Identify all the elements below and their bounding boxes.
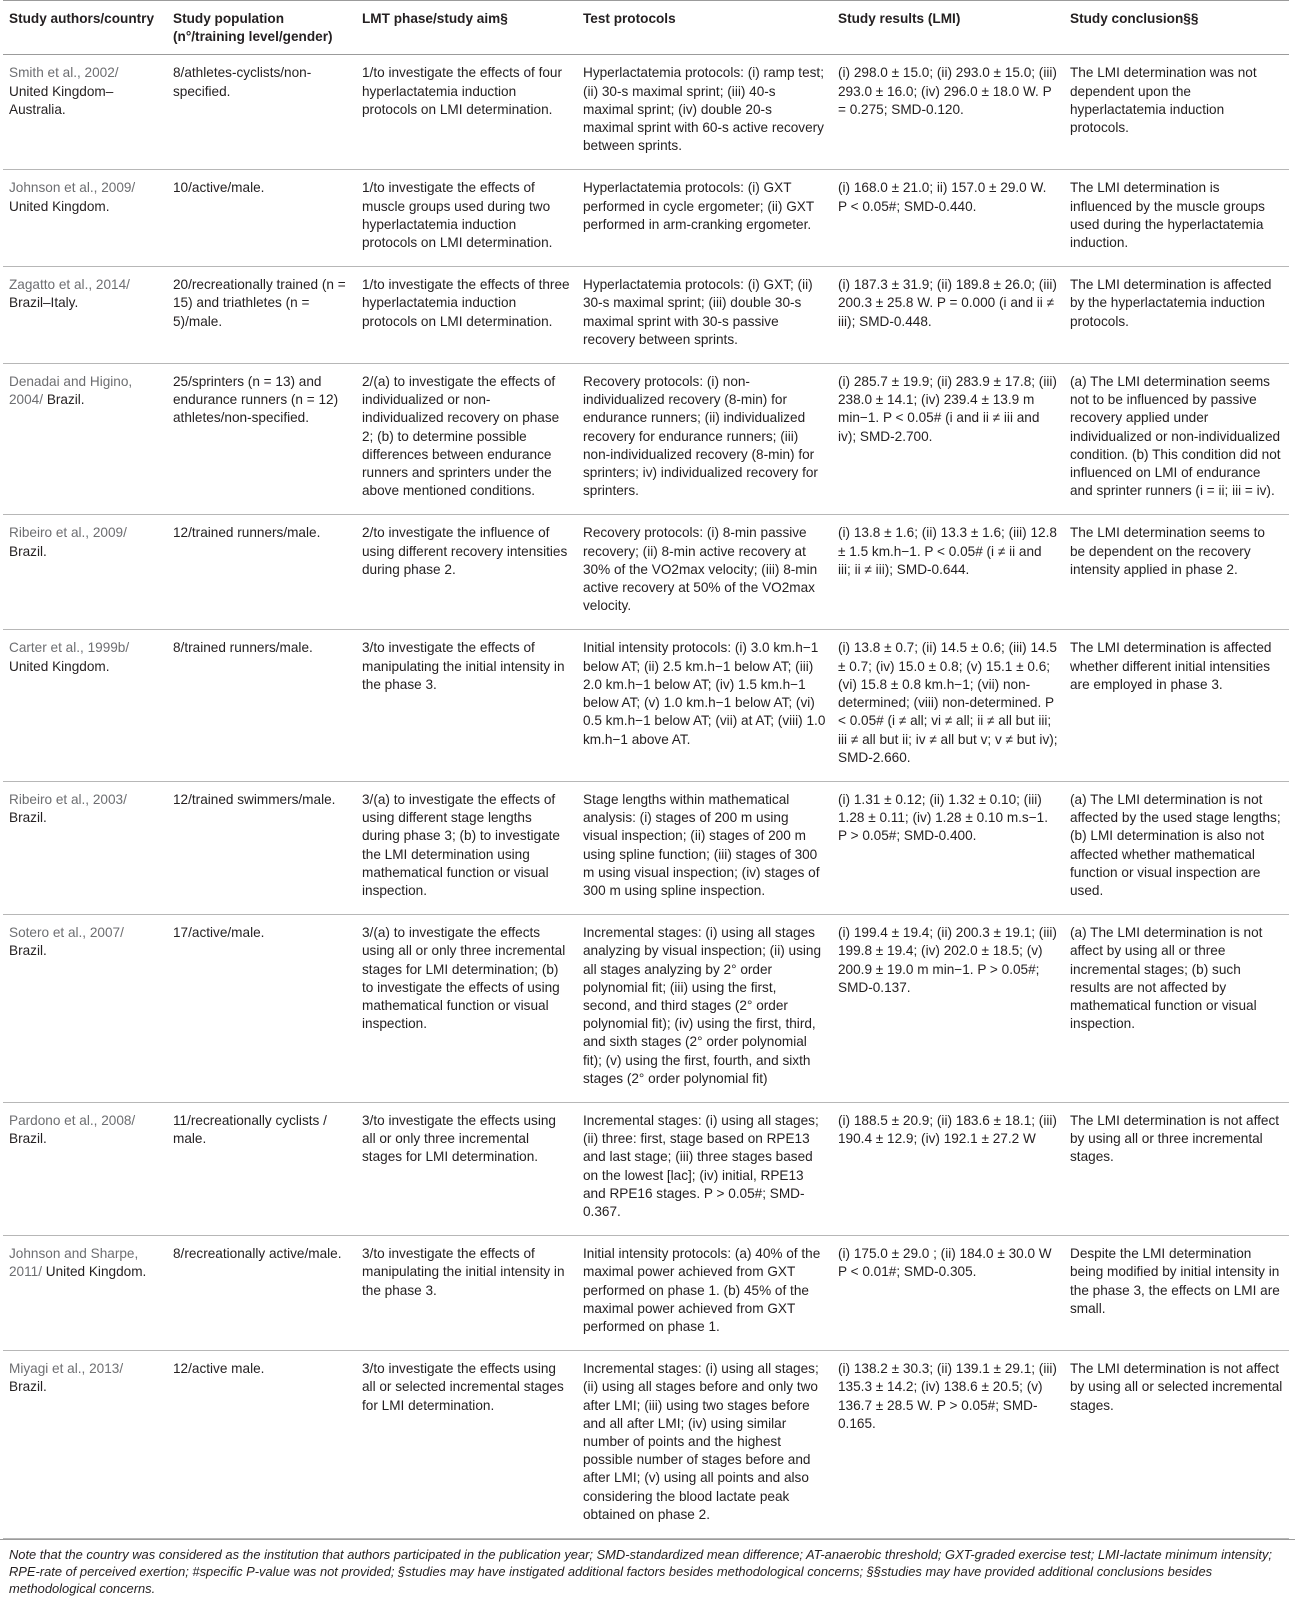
cell-conclusion: The LMI determination seems to be dependent on the recovery intensity applied in phase 2. — [1064, 515, 1289, 630]
cell-aim: 3/(a) to investigate the effects using all or only three incremental stages for LMI determination; (b) to investigate the effects of using mathematical function or visual inspection. — [356, 915, 577, 1103]
cell-author — [3, 267, 167, 364]
cell-protocols: Stage lengths within mathematical analysis: (i) stages of 200 m using visual inspection; (ii) stages of 200 m using spline function; (iii) stages of 300 m using visual inspection; (iv) stages of 300 m using spline inspection. — [577, 781, 832, 914]
cell-population: 12/trained runners/male. — [167, 515, 356, 630]
author-citation[interactable]: Denadai and Higino, 2004/ — [9, 374, 133, 408]
cell-population: 25/sprinters (n = 13) and endurance runners (n = 12) athletes/non-specified. — [167, 364, 356, 515]
cell-population: 12/active male. — [167, 1351, 356, 1539]
cell-aim: 3/to investigate the effects using all or selected incremental stages for LMI determination. — [356, 1351, 577, 1539]
author-citation[interactable]: Ribeiro et al., 2003/ — [9, 791, 127, 807]
table-row — [3, 55, 1289, 170]
header-population: Study population (n°/training level/gender) — [167, 1, 356, 55]
author-citation[interactable]: Johnson et al., 2009/ — [9, 180, 136, 196]
author-country: United Kingdom–Australia. — [9, 83, 114, 117]
cell-conclusion: (a) The LMI determination seems not to be influenced by passive recovery applied under individualized or non-individualized condition. (b) This condition did not influenced on LMI of endurance and sprinter runners (i = ii; iii = iv). — [1064, 364, 1289, 515]
table-body — [3, 55, 1289, 1539]
cell-results: (i) 187.3 ± 31.9; (ii) 189.8 ± 26.0; (iii) 200.3 ± 25.8 W. P = 0.000 (i and ii ≠ iii); SMD-0.448. — [832, 267, 1064, 364]
cell-protocols: Hyperlactatemia protocols: (i) GXT; (ii) 30-s maximal sprint; (iii) double 30-s maximal sprint with 30-s passive recovery between sprints. — [577, 267, 832, 364]
cell-author — [3, 781, 167, 914]
header-protocols: Test protocols — [577, 1, 832, 55]
cell-protocols: Recovery protocols: (i) 8-min passive recovery; (ii) 8-min active recovery at 30% of the VO2max velocity; (iii) 8-min active recovery at 50% of the VO2max velocity. — [577, 515, 832, 630]
cell-results: (i) 188.5 ± 20.9; (ii) 183.6 ± 18.1; (iii) 190.4 ± 12.9; (iv) 192.1 ± 27.2 W — [832, 1102, 1064, 1235]
cell-population: 8/trained runners/male. — [167, 630, 356, 781]
cell-conclusion: The LMI determination is not affect by using all or three incremental stages. — [1064, 1102, 1289, 1235]
cell-author — [3, 55, 167, 170]
author-country: United Kingdom. — [9, 658, 110, 674]
table-row — [3, 1351, 1289, 1539]
cell-aim: 2/to investigate the influence of using different recovery intensities during phase 2. — [356, 515, 577, 630]
author-country: Brazil–Italy. — [9, 295, 79, 311]
cell-results: (i) 298.0 ± 15.0; (ii) 293.0 ± 15.0; (iii) 293.0 ± 16.0; (iv) 296.0 ± 18.0 W. P = 0.275; SMD-0.120. — [832, 55, 1064, 170]
table-row — [3, 515, 1289, 630]
author-country: Brazil. — [46, 392, 85, 408]
cell-population: 10/active/male. — [167, 170, 356, 267]
cell-protocols: Initial intensity protocols: (a) 40% of the maximal power achieved from GXT performed on phase 1. (b) 45% of the maximal power achieved from GXT performed on phase 1. — [577, 1236, 832, 1351]
cell-results: (i) 13.8 ± 1.6; (ii) 13.3 ± 1.6; (iii) 12.8 ± 1.5 km.h−1. P < 0.05# (i ≠ ii and iii; ii ≠ iii); SMD-0.644. — [832, 515, 1064, 630]
cell-author — [3, 515, 167, 630]
cell-conclusion: (a) The LMI determination is not affected by the used stage lengths; (b) LMI determination is also not affected whether mathematical function or visual inspection are used. — [1064, 781, 1289, 914]
cell-protocols: Recovery protocols: (i) non-individualized recovery (8-min) for endurance runners; (ii) individualized recovery for endurance runners; (iii) non-individualized recovery (8-min) for sprinters; iv) individualized recovery for sprinters. — [577, 364, 832, 515]
cell-protocols: Incremental stages: (i) using all stages analyzing by visual inspection; (ii) using all stages analyzing by 2° order polynomial fit; (iii) using the first, second, and third stages (2° order polynomial fit); (iv) using the first, third, and sixth stages (2° order polynomial fit); (v) using the first, fourth, and sixth stages (2° order polynomial fit) — [577, 915, 832, 1103]
cell-protocols: Incremental stages: (i) using all stages; (ii) three: first, stage based on RPE13 and last stage; (iii) three stages based on the lowest [lac]; (iv) initial, RPE13 and RPE16 stages. P > 0.05#; SMD-0.367. — [577, 1102, 832, 1235]
cell-aim: 1/to investigate the effects of three hyperlactatemia induction protocols on LMI determination. — [356, 267, 577, 364]
header-aim: LMT phase/study aim§ — [356, 1, 577, 55]
author-citation[interactable]: Carter et al., 1999b/ — [9, 640, 130, 656]
cell-results: (i) 138.2 ± 30.3; (ii) 139.1 ± 29.1; (iii) 135.3 ± 14.2; (iv) 138.6 ± 20.5; (v) 136.7 ± 28.5 W. P > 0.05#; SMD-0.165. — [832, 1351, 1064, 1539]
table-row — [3, 267, 1289, 364]
cell-population: 20/recreationally trained (n = 15) and triathletes (n = 5)/male. — [167, 267, 356, 364]
cell-results: (i) 1.31 ± 0.12; (ii) 1.32 ± 0.10; (iii) 1.28 ± 0.11; (iv) 1.28 ± 0.10 m.s−1. P > 0.05#; SMD-0.400. — [832, 781, 1064, 914]
cell-author — [3, 1236, 167, 1351]
cell-author — [3, 170, 167, 267]
author-country: Brazil. — [9, 543, 47, 559]
author-country: Brazil. — [9, 810, 47, 826]
cell-results: (i) 199.4 ± 19.4; (ii) 200.3 ± 19.1; (iii) 199.8 ± 19.4; (iv) 202.0 ± 18.5; (v) 200.9 ± 19.0 m min−1. P > 0.05#; SMD-0.137. — [832, 915, 1064, 1103]
table-row — [3, 781, 1289, 914]
header-authors: Study authors/country — [3, 1, 167, 55]
cell-population: 8/recreationally active/male. — [167, 1236, 356, 1351]
cell-conclusion: The LMI determination is affected by the hyperlactatemia induction protocols. — [1064, 267, 1289, 364]
table-row — [3, 1102, 1289, 1235]
cell-conclusion: Despite the LMI determination being modified by initial intensity in the phase 3, the effects on LMI are small. — [1064, 1236, 1289, 1351]
author-citation[interactable]: Smith et al., 2002/ — [9, 65, 119, 81]
studies-table — [3, 0, 1289, 1539]
author-country: Brazil. — [9, 1379, 47, 1395]
header-results: Study results (LMI) — [832, 1, 1064, 55]
table-row — [3, 630, 1289, 781]
cell-conclusion: The LMI determination is influenced by the muscle groups used during the hyperlactatemia induction. — [1064, 170, 1289, 267]
cell-author — [3, 1351, 167, 1539]
table-row — [3, 170, 1289, 267]
author-country: Brazil. — [9, 943, 47, 959]
author-country: Brazil. — [9, 1131, 47, 1147]
cell-population: 12/trained swimmers/male. — [167, 781, 356, 914]
cell-protocols: Hyperlactatemia protocols: (i) GXT performed in cycle ergometer; (ii) GXT performed in arm-cranking ergometer. — [577, 170, 832, 267]
cell-author — [3, 364, 167, 515]
cell-author — [3, 630, 167, 781]
author-citation[interactable]: Johnson and Sharpe, 2011/ — [9, 1246, 139, 1280]
cell-protocols: Incremental stages: (i) using all stages; (ii) using all stages before and only two after LMI; (iii) using two stages before and all after LMI; (iv) using similar number of points and the highest possible number of stages before and after LMI; (v) using all points and also considering the blood lactate peak obtained on phase 2. — [577, 1351, 832, 1539]
table-row — [3, 915, 1289, 1103]
author-citation[interactable]: Ribeiro et al., 2009/ — [9, 525, 127, 541]
cell-population: 11/recreationally cyclists / male. — [167, 1102, 356, 1235]
cell-population: 8/athletes-cyclists/non-specified. — [167, 55, 356, 170]
cell-conclusion: The LMI determination is affected whether different initial intensities are employed in phase 3. — [1064, 630, 1289, 781]
table-note: Note that the country was considered as the institution that authors participated in the publication year; SMD-standardized mean difference; AT-anaerobic threshold; GXT-graded exercise test; LMI-lactate minimum intensity; RPE-rate of perceived exertion; #specific P-value was not provided; §studies may have instigated additional factors besides methodological concerns; §§studies may have provided additional conclusions besides methodological concerns. — [0, 1539, 1295, 1597]
table-row — [3, 364, 1289, 515]
cell-aim: 1/to investigate the effects of muscle groups used during two hyperlactatemia induction protocols on LMI determination. — [356, 170, 577, 267]
table-row — [3, 1236, 1289, 1351]
header-row — [3, 1, 1289, 55]
cell-results: (i) 13.8 ± 0.7; (ii) 14.5 ± 0.6; (iii) 14.5 ± 0.7; (iv) 15.0 ± 0.8; (v) 15.1 ± 0.6; (vi) 15.8 ± 0.8 km.h−1; (vii) non-determined; (viii) non-determined. P < 0.05# (i ≠ all; vi ≠ all; ii ≠ all but iii; iii ≠ all but ii; iv ≠ all but v; v ≠ but iv); SMD-2.660. — [832, 630, 1064, 781]
cell-aim: 3/to investigate the effects using all or only three incremental stages for LMI determination. — [356, 1102, 577, 1235]
cell-aim: 3/(a) to investigate the effects of using different stage lengths during phase 3; (b) to investigate the LMI determination using mathematical function or visual inspection. — [356, 781, 577, 914]
table-header — [3, 1, 1289, 55]
author-country: United Kingdom. — [9, 198, 110, 214]
cell-aim: 3/to investigate the effects of manipulating the initial intensity in the phase 3. — [356, 1236, 577, 1351]
cell-results: (i) 168.0 ± 21.0; ii) 157.0 ± 29.0 W. P < 0.05#; SMD-0.440. — [832, 170, 1064, 267]
author-citation[interactable]: Pardono et al., 2008/ — [9, 1112, 136, 1128]
cell-results: (i) 175.0 ± 29.0 ; (ii) 184.0 ± 30.0 W P < 0.01#; SMD-0.305. — [832, 1236, 1064, 1351]
cell-conclusion: The LMI determination was not dependent upon the hyperlactatemia induction protocols. — [1064, 55, 1289, 170]
cell-protocols: Hyperlactatemia protocols: (i) ramp test; (ii) 30-s maximal sprint; (iii) 40-s maximal sprint; (iv) double 20-s maximal sprint with 60-s active recovery between sprints. — [577, 55, 832, 170]
cell-protocols: Initial intensity protocols: (i) 3.0 km.h−1 below AT; (ii) 2.5 km.h−1 below AT; (iii) 2.0 km.h−1 below AT; (iv) 1.5 km.h−1 below AT; (v) 1.0 km.h−1 below AT; (vi) 0.5 km.h−1 below AT; (vii) at AT; (viii) 1.0 km.h−1 above AT. — [577, 630, 832, 781]
author-citation[interactable]: Miyagi et al., 2013/ — [9, 1361, 124, 1377]
cell-aim: 3/to investigate the effects of manipulating the initial intensity in the phase 3. — [356, 630, 577, 781]
cell-aim: 2/(a) to investigate the effects of individualized or non-individualized recovery on phase 2; (b) to determine possible differences between endurance runners and sprinters under the above mentioned conditions. — [356, 364, 577, 515]
cell-author — [3, 1102, 167, 1235]
cell-author — [3, 915, 167, 1103]
header-conclusion: Study conclusion§§ — [1064, 1, 1289, 55]
author-country: United Kingdom. — [45, 1264, 147, 1280]
cell-conclusion: (a) The LMI determination is not affect by using all or three incremental stages; (b) such results are not affected by mathematical function or visual inspection. — [1064, 915, 1289, 1103]
author-citation[interactable]: Sotero et al., 2007/ — [9, 925, 124, 941]
author-citation[interactable]: Zagatto et al., 2014/ — [9, 277, 130, 293]
cell-aim: 1/to investigate the effects of four hyperlactatemia induction protocols on LMI determination. — [356, 55, 577, 170]
cell-results: (i) 285.7 ± 19.9; (ii) 283.9 ± 17.8; (iii) 238.0 ± 14.1; (iv) 239.4 ± 13.9 m min−1. P < 0.05# (i and ii ≠ iii and iv); SMD-2.700. — [832, 364, 1064, 515]
cell-population: 17/active/male. — [167, 915, 356, 1103]
cell-conclusion: The LMI determination is not affect by using all or selected incremental stages. — [1064, 1351, 1289, 1539]
